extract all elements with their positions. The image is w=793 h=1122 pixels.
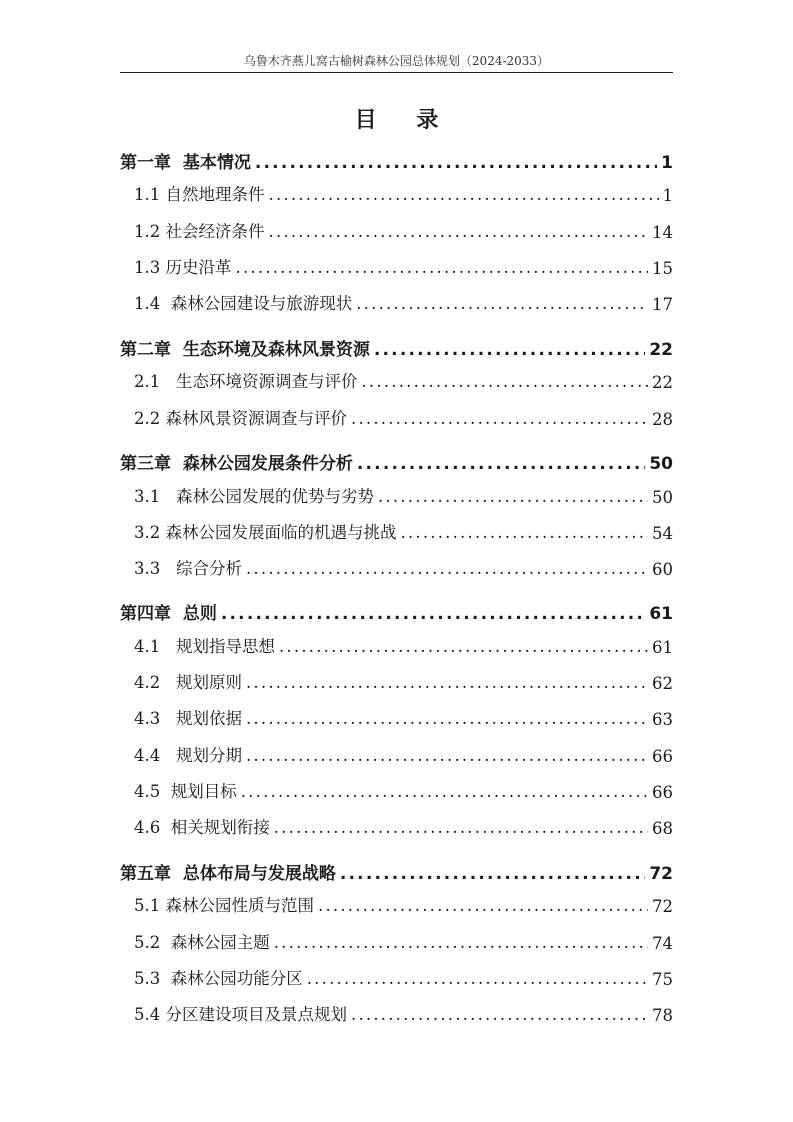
toc-section-entry[interactable] [120, 740, 673, 766]
toc-page-number: 72 [652, 897, 673, 916]
toc-entry-label: 第五章 总体布局与发展战略 [120, 864, 336, 884]
toc-section-entry[interactable] [120, 963, 673, 989]
toc-entry-label: 5.4 分区建设项目及景点规划 [134, 1005, 347, 1024]
toc-dot-leader [357, 454, 645, 474]
toc-section-entry[interactable] [120, 481, 673, 507]
toc-section-entry[interactable] [120, 812, 673, 838]
toc-section-entry[interactable] [120, 517, 673, 543]
toc-section-entry[interactable] [120, 553, 673, 579]
toc-section-entry[interactable] [120, 667, 673, 693]
toc-page-number: 74 [652, 934, 673, 953]
toc-dot-leader [307, 969, 648, 989]
toc-entry-label: 4.4 规划分期 [134, 746, 242, 765]
toc-dot-leader [318, 896, 648, 916]
toc-entry-label: 4.2 规划原则 [134, 673, 242, 692]
toc-chapter-entry[interactable] [120, 448, 673, 474]
header-rule [120, 72, 673, 73]
toc-entry-label: 5.2 森林公园主题 [134, 933, 270, 952]
toc-dot-leader [279, 637, 648, 657]
toc-page-number: 66 [652, 747, 673, 766]
toc-section-entry[interactable] [120, 890, 673, 916]
toc-page-number: 61 [649, 604, 673, 624]
toc-entry-label: 4.3 规划依据 [134, 709, 242, 728]
toc-page-number: 78 [652, 1006, 673, 1025]
toc-page-number: 17 [652, 295, 673, 314]
toc-dot-leader [351, 1005, 648, 1025]
toc-section-entry[interactable] [120, 179, 673, 205]
toc-entry-label: 3.3 综合分析 [134, 559, 242, 578]
toc-page-number: 63 [652, 710, 673, 729]
toc-section-entry[interactable] [120, 288, 673, 314]
toc-dot-leader [221, 604, 645, 624]
toc-entry-label: 4.1 规划指导思想 [134, 637, 275, 656]
toc-entry-label: 第三章 森林公园发展条件分析 [120, 454, 353, 474]
toc-dot-leader [378, 487, 648, 507]
toc-dot-leader [246, 746, 648, 766]
toc-page-number: 60 [652, 560, 673, 579]
toc-page-number: 1 [661, 153, 673, 173]
toc-section-entry[interactable] [120, 216, 673, 242]
toc-section-entry[interactable] [120, 999, 673, 1025]
toc-page-number: 1 [662, 186, 673, 205]
toc-page-number: 72 [649, 864, 673, 884]
toc-section-entry[interactable] [120, 703, 673, 729]
toc-dot-leader [340, 864, 645, 884]
toc-entry-label: 第一章 基本情况 [120, 153, 251, 173]
toc-page-number: 28 [652, 410, 673, 429]
toc-section-entry[interactable] [120, 252, 673, 278]
toc-page-number: 54 [652, 524, 673, 543]
toc-entry-label: 1.3 历史沿革 [134, 258, 232, 277]
toc-section-entry[interactable] [120, 366, 673, 392]
toc-page-number: 14 [652, 223, 673, 242]
toc-dot-leader [255, 153, 657, 173]
toc-entry-label: 5.1 森林公园性质与范围 [134, 896, 314, 915]
toc-dot-leader [274, 933, 648, 953]
toc-entry-label: 5.3 森林公园功能分区 [134, 969, 303, 988]
toc-dot-leader [374, 340, 645, 360]
toc-chapter-entry[interactable] [120, 147, 673, 173]
toc-dot-leader [246, 673, 648, 693]
toc-section-entry[interactable] [120, 927, 673, 953]
toc-entry-label: 4.6 相关规划衔接 [134, 818, 270, 837]
toc-entry-label: 1.1 自然地理条件 [134, 185, 265, 204]
toc-page-number: 66 [652, 783, 673, 802]
toc-chapter-entry[interactable] [120, 858, 673, 884]
toc-page-number: 50 [649, 454, 673, 474]
toc-entry-label: 2.1 生态环境资源调查与评价 [134, 372, 358, 391]
running-header: 乌鲁木齐燕儿窝古榆树森林公园总体规划（2024-2033） [243, 54, 550, 68]
toc-entry-label: 1.4 森林公园建设与旅游现状 [134, 294, 353, 313]
toc-dot-leader [241, 782, 648, 802]
page-title: 目 录 [354, 107, 455, 133]
toc-entry-label: 2.2 森林风景资源调查与评价 [134, 409, 347, 428]
toc-page-number: 50 [652, 488, 673, 507]
toc-page-number: 68 [652, 819, 673, 838]
toc-chapter-entry[interactable] [120, 334, 673, 360]
toc-page-number: 15 [652, 259, 673, 278]
toc-entry-label: 第四章 总则 [120, 604, 217, 624]
toc-dot-leader [356, 294, 648, 314]
toc-page-number: 75 [652, 970, 673, 989]
toc-dot-leader [246, 709, 648, 729]
toc-page-number: 22 [649, 340, 673, 360]
toc-dot-leader [269, 185, 659, 205]
toc-dot-leader [246, 559, 648, 579]
toc-page-number: 62 [652, 674, 673, 693]
toc-dot-leader [269, 222, 649, 242]
toc-entry-label: 第二章 生态环境及森林风景资源 [120, 340, 370, 360]
toc-section-entry[interactable] [120, 776, 673, 802]
toc-entry-label: 3.1 森林公园发展的优势与劣势 [134, 487, 374, 506]
toc-entry-label: 4.5 规划目标 [134, 782, 237, 801]
toc-section-entry[interactable] [120, 631, 673, 657]
toc-dot-leader [401, 523, 649, 543]
toc-dot-leader [351, 409, 648, 429]
toc-section-entry[interactable] [120, 403, 673, 429]
toc-chapter-entry[interactable] [120, 598, 673, 624]
toc-dot-leader [236, 258, 649, 278]
toc-dot-leader [361, 372, 648, 392]
toc-page-number: 22 [652, 373, 673, 392]
toc-entry-label: 3.2 森林公园发展面临的机遇与挑战 [134, 523, 397, 542]
toc-entry-label: 1.2 社会经济条件 [134, 222, 265, 241]
toc-dot-leader [274, 818, 648, 838]
toc-page-number: 61 [652, 638, 673, 657]
